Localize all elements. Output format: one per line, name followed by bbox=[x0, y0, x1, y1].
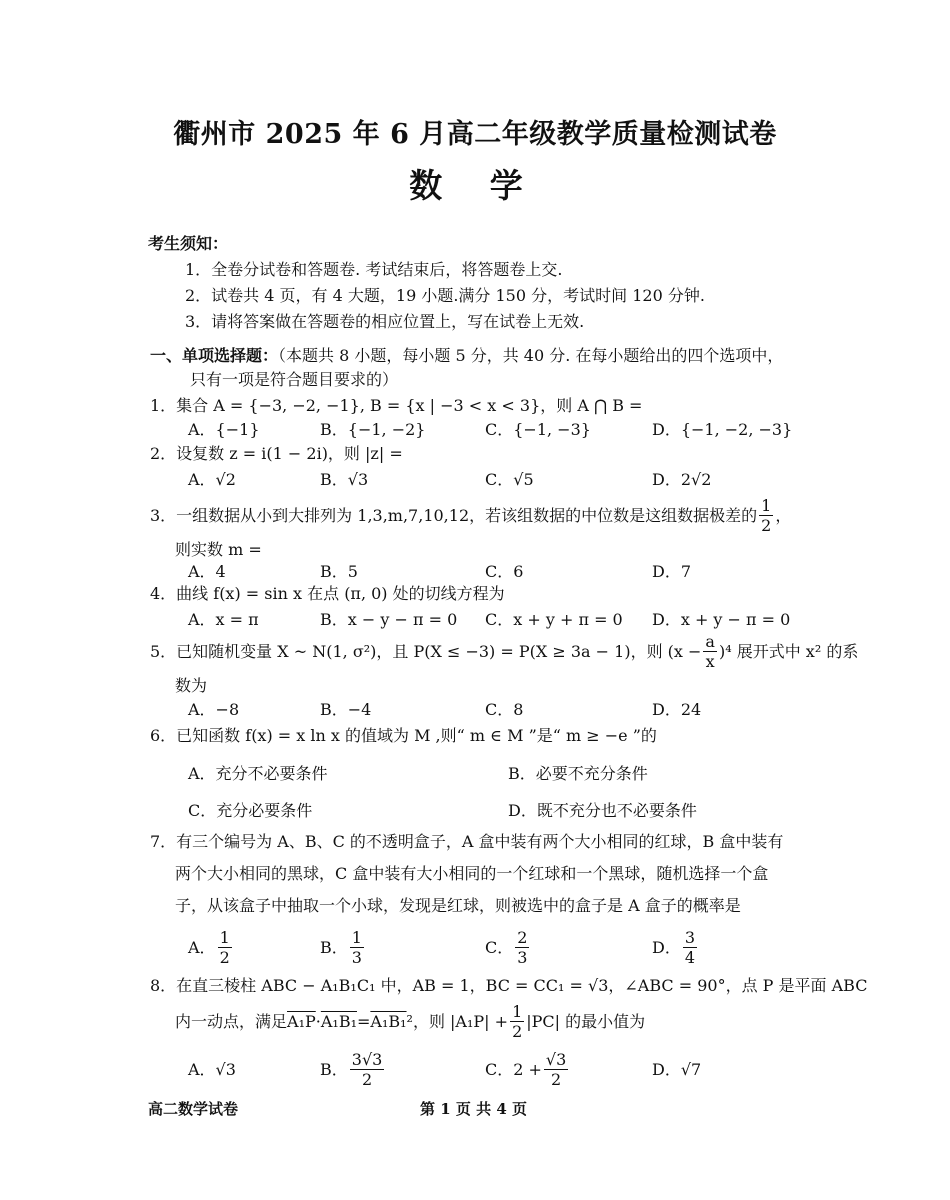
q7-option-b-label: B． bbox=[320, 938, 348, 957]
question-5-stem bbox=[150, 632, 858, 672]
q6-option-c: C．充分必要条件 bbox=[188, 801, 313, 820]
question-3-stem bbox=[150, 496, 791, 536]
q4-option-c: C．x + y + π = 0 bbox=[485, 610, 623, 629]
q7-option-b-fraction bbox=[350, 930, 364, 966]
q5-stem-end: )⁴ 展开式中 x² 的系 bbox=[718, 642, 859, 661]
q5-frac-numerator: a bbox=[705, 632, 715, 651]
q7-option-c-fraction bbox=[515, 930, 529, 966]
q7-option-a bbox=[188, 928, 234, 968]
q6-option-a: A．充分不必要条件 bbox=[188, 764, 328, 783]
q1-option-a: A．{−1} bbox=[188, 420, 260, 439]
q8-c-denominator: 2 bbox=[551, 1070, 562, 1089]
q6-option-d: D．既不充分也不必要条件 bbox=[508, 801, 697, 820]
q1-option-b: B．{−1, −2} bbox=[320, 420, 426, 439]
q7-option-b bbox=[320, 928, 366, 968]
q3-fraction bbox=[759, 498, 773, 534]
question-4-stem: 4．曲线 f(x) = sin x 在点 (π, 0) 处的切线方程为 bbox=[150, 584, 505, 603]
q8-line2-a: 内一动点，满足 bbox=[175, 1012, 288, 1031]
q8-dot: · bbox=[315, 1012, 321, 1031]
section-instructions: （本题共 8 小题，每小题 5 分，共 40 分. 在每小题给出的四个选项中， bbox=[278, 346, 784, 365]
question-6-stem: 6．已知函数 f(x) = x ln x 的值域为 M ,则“ m ∈ M ”是“ m ≥ −e ”的 bbox=[150, 726, 657, 745]
q3-option-c: C．6 bbox=[485, 562, 524, 581]
notice-item-3: 3．请将答案做在答题卷的相应位置上，写在试卷上无效. bbox=[185, 312, 585, 331]
q5-frac-denominator: x bbox=[705, 652, 715, 671]
q2-option-b: B．√3 bbox=[320, 470, 369, 489]
q8-vector-a1p: A₁P bbox=[287, 1012, 316, 1031]
q5-option-b: B．−4 bbox=[320, 700, 372, 719]
q8-c-numerator: √3 bbox=[545, 1050, 567, 1069]
q3-option-a: A．4 bbox=[188, 562, 226, 581]
q8-line2-b: ，则 |A₁P| + bbox=[412, 1012, 509, 1031]
q7-option-a-label: A． bbox=[188, 938, 216, 957]
q8-option-c-label: C．2 + bbox=[485, 1060, 542, 1079]
q8-option-a: A．√3 bbox=[188, 1060, 236, 1079]
notice-heading: 考生须知： bbox=[148, 234, 229, 253]
q7-c-numerator: 2 bbox=[517, 928, 528, 947]
q8-option-c bbox=[485, 1050, 570, 1090]
q7-option-c bbox=[485, 928, 531, 968]
q4-option-b: B．x − y − π = 0 bbox=[320, 610, 458, 629]
section-heading-line2: 只有一项是符合题目要求的） bbox=[190, 370, 399, 389]
q5-option-a: A．−8 bbox=[188, 700, 240, 719]
q8-option-b bbox=[320, 1050, 386, 1090]
section-heading-line1 bbox=[150, 346, 783, 366]
q4-option-a: A．x = π bbox=[188, 610, 259, 629]
q7-d-denominator: 4 bbox=[684, 948, 696, 967]
q7-option-d bbox=[652, 928, 699, 968]
q3-stem-text: 3．一组数据从小到大排列为 1,3,m,7,10,12，若该组数据的中位数是这组数据极差的 bbox=[150, 506, 758, 525]
q3-stem-line2: 则实数 m = bbox=[175, 540, 262, 559]
q8-b-numerator: 3√3 bbox=[351, 1050, 383, 1069]
q3-option-b: B．5 bbox=[320, 562, 358, 581]
q8-half-denominator: 2 bbox=[512, 1022, 523, 1041]
q7-a-numerator: 1 bbox=[219, 928, 230, 947]
q8-option-c-fraction bbox=[544, 1052, 568, 1088]
q7-option-d-fraction bbox=[683, 930, 697, 966]
q4-option-d: D．x + y − π = 0 bbox=[652, 610, 791, 629]
q3-frac-denominator: 2 bbox=[761, 516, 772, 535]
q3-frac-numerator: 1 bbox=[761, 496, 772, 515]
exam-title: 衢州市 2025 年 6 月高二年级教学质量检测试卷 bbox=[173, 119, 777, 150]
q2-option-d: D．2√2 bbox=[652, 470, 712, 489]
question-7-line1: 7．有三个编号为 A、B、C 的不透明盒子，A 盒中装有两个大小相同的红球，B 盒中装有 bbox=[150, 832, 784, 851]
q8-option-d: D．√7 bbox=[652, 1060, 702, 1079]
question-1-stem: 1．集合 A = {−3, −2, −1}, B = {x | −3 < x < 3}，则 A ⋂ B = bbox=[150, 396, 643, 415]
q8-half-numerator: 1 bbox=[512, 1002, 523, 1021]
q1-option-d: D．{−1, −2, −3} bbox=[652, 420, 793, 439]
q8-option-b-fraction bbox=[350, 1052, 385, 1088]
q5-stem-line2: 数为 bbox=[175, 676, 208, 695]
q8-b-denominator: 2 bbox=[361, 1070, 373, 1089]
q1-option-c: C．{−1, −3} bbox=[485, 420, 591, 439]
q6-option-b: B．必要不充分条件 bbox=[508, 764, 648, 783]
q5-stem-text: 5．已知随机变量 X ~ N(1, σ²)，且 P(X ≤ −3) = P(X ≥ 3a − 1)，则 (x − bbox=[150, 642, 702, 661]
q8-equals: = bbox=[356, 1012, 371, 1031]
question-2-stem: 2．设复数 z = i(1 − 2i)，则 |z| = bbox=[150, 444, 403, 463]
q5-option-d: D．24 bbox=[652, 700, 702, 719]
question-8-line2 bbox=[175, 1004, 645, 1040]
q8-half-fraction bbox=[510, 1004, 524, 1040]
q3-option-d: D．7 bbox=[652, 562, 692, 581]
q5-option-c: C．8 bbox=[485, 700, 524, 719]
section-title: 一、单项选择题： bbox=[150, 346, 279, 365]
notice-item-2: 2．试卷共 4 页，有 4 大题，19 小题.满分 150 分，考试时间 120 分钟. bbox=[185, 286, 705, 305]
subject-title: 数 学 bbox=[409, 166, 541, 205]
question-8-line1: 8．在直三棱柱 ABC − A₁B₁C₁ 中，AB = 1，BC = CC₁ = √3，∠ABC = 90°，点 P 是平面 ABC bbox=[150, 976, 868, 995]
q7-b-denominator: 3 bbox=[351, 948, 362, 967]
q5-fraction bbox=[703, 634, 717, 670]
q8-option-b-label: B． bbox=[320, 1060, 348, 1079]
q7-option-c-label: C． bbox=[485, 938, 514, 957]
q2-option-c: C．√5 bbox=[485, 470, 534, 489]
q8-square: ² bbox=[406, 1012, 413, 1031]
q8-line2-c: |PC| 的最小值为 bbox=[526, 1012, 646, 1031]
question-7-line2: 两个大小相同的黑球，C 盒中装有大小相同的一个红球和一个黑球，随机选择一个盒 bbox=[175, 864, 769, 883]
q7-option-d-label: D． bbox=[652, 938, 681, 957]
q2-option-a: A．√2 bbox=[188, 470, 236, 489]
footer-page-number: 第 1 页 共 4 页 bbox=[420, 1100, 527, 1118]
q7-c-denominator: 3 bbox=[517, 948, 528, 967]
q7-b-numerator: 1 bbox=[351, 928, 362, 947]
question-7-line3: 子，从该盒子中抽取一个小球，发现是红球，则被选中的盒子是 A 盒子的概率是 bbox=[175, 896, 741, 915]
q7-d-numerator: 3 bbox=[684, 928, 696, 947]
q8-vector-a1b1: A₁B₁ bbox=[320, 1012, 357, 1031]
q7-option-a-fraction bbox=[218, 930, 232, 966]
q7-a-denominator: 2 bbox=[219, 948, 230, 967]
notice-item-1: 1．全卷分试卷和答题卷. 考试结束后，将答题卷上交. bbox=[185, 260, 563, 279]
q8-vector-a1b1-squared: A₁B₁ bbox=[370, 1012, 407, 1031]
footer-left: 高二数学试卷 bbox=[148, 1100, 239, 1118]
q3-stem-end: ， bbox=[775, 506, 792, 525]
